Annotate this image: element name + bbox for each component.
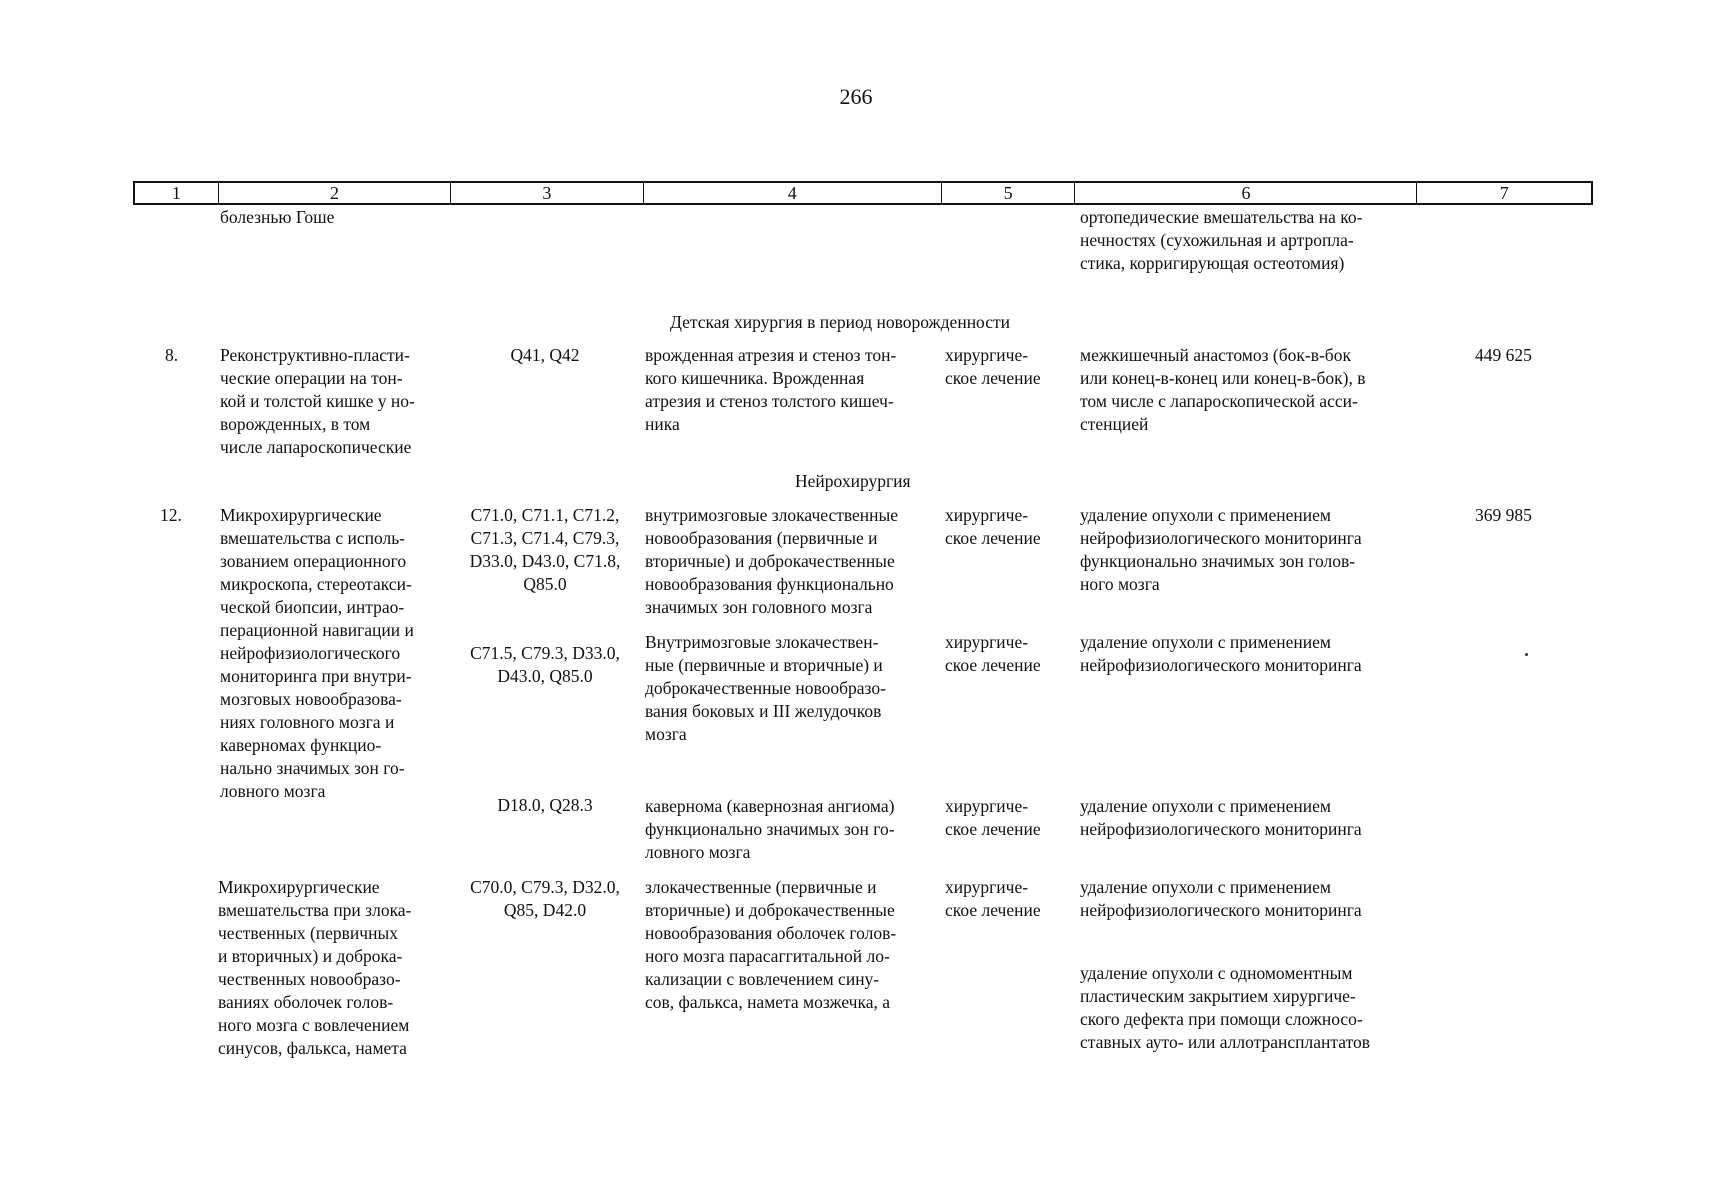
row12b-col4: Внутримозговые злокачествен- ные (первичные и вторичные) и доброкачественные новообразо- вания боковых и III желудочков мозга [645, 632, 886, 744]
row12-col2: Микрохирургические вмешательства с исполь- зованием операционного микроскопа, стереотакси- ческой биопсии, интрао- перационной навигации и нейрофизиологического мониторинга при внутри- мозговых новообразова- ниях головного мозга и каверномах функцио- нально значимых зон го- ловного мозга [220, 505, 414, 801]
row12a-col4: внутримозговые злокачественные новообразования (первичные и вторичные) и доброкачественные новообразования функционально значимых зон головного мозга [645, 505, 899, 617]
header-col-3: 3 [451, 183, 643, 203]
row12a-col6: удаление опухоли с применением нейрофизиологического мониторинга функционально значимых зон голов- ного мозга [1080, 505, 1362, 594]
meninges-col5: хирургиче- ское лечение [945, 877, 1041, 920]
meninges-col4: злокачественные (первичные и вторичные) и доброкачественные новообразования оболочек голов- ного мозга парасаггитальной ло- кализации с вовлечением сину- сов, фалькса, намета мозжечка, а [645, 877, 897, 1012]
row12c-col5: хирургиче- ское лечение [945, 796, 1041, 839]
cont-col2: болезнью Гоше [220, 207, 335, 227]
row12c-col6: удаление опухоли с применением нейрофизиологического мониторинга [1080, 796, 1362, 839]
header-col-2: 2 [219, 183, 451, 203]
section-heading-neonatal: Детская хирургия в период новорожденности [670, 312, 1011, 332]
header-col-1: 1 [135, 183, 219, 203]
row8-col5: хирургиче- ское лечение [945, 345, 1041, 388]
row12b-col3: C71.5, C79.3, D33.0, D43.0, Q85.0 [470, 643, 620, 686]
meninges-col6b: удаление опухоли с одномоментным пластическим закрытием хирургиче- ского дефекта при помощи сложносо- ставных ауто- или аллотрансплантатов [1080, 963, 1370, 1052]
row8-col7: 449 625 [1475, 345, 1532, 365]
meninges-col3: C70.0, C79.3, D32.0, Q85, D42.0 [470, 877, 620, 920]
section-heading-neurosurgery: Нейрохирургия [795, 471, 911, 491]
page-number: 266 [839, 84, 873, 109]
row12a-col3: C71.0, C71.1, C71.2, C71.3, C71.4, C79.3, D33.0, D43.0, C71.8, Q85.0 [469, 505, 621, 594]
row12-col7: 369 985 [1475, 505, 1532, 525]
meninges-col6a: удаление опухоли с применением нейрофизиологического мониторинга [1080, 877, 1362, 920]
table-header [133, 181, 1593, 205]
row8-col6: межкишечный анастомоз (бок-в-бок или конец-в-конец или конец-в-бок), в том числе с лапароскопической асси- стенцией [1080, 345, 1366, 434]
row8-col4: врожденная атрезия и стеноз тон- кого кишечника. Врожденная атрезия и стеноз толстого кишеч- ника [645, 345, 897, 434]
row12c-col4: каверномa (кавернозная ангиома) функционально значимых зон го- ловного мозга [645, 796, 895, 862]
meninges-col2: Микрохирургические вмешательства при злока- чественных (первичных и вторичных) и доброка- чественных новообразо- ваниях оболочек голов- ного мозга с вовлечением синусов, фалькса, намета [218, 877, 412, 1058]
row8-number: 8. [165, 345, 179, 365]
header-col-7: 7 [1499, 183, 1509, 203]
row12c-col3: D18.0, Q28.3 [497, 795, 593, 815]
row12a-col5: хирургиче- ское лечение [945, 505, 1041, 548]
header-col-4: 4 [644, 183, 942, 203]
row12b-col5: хирургиче- ское лечение [945, 632, 1041, 675]
row8-col2: Реконструктивно-пласти- ческие операции на тон- кой и толстой кишке у но- ворожденных, в том числе лапароскопические [220, 345, 415, 457]
header-col-6: 6 [1075, 183, 1417, 203]
row12-number: 12. [160, 505, 182, 525]
header-col-5: 5 [942, 183, 1076, 203]
row12b-col6: удаление опухоли с применением нейрофизиологического мониторинга [1080, 632, 1362, 675]
stray-dot [1525, 653, 1528, 656]
cont-col6: ортопедические вмешательства на ко- нечностях (сухожильная и артропла- стика, корригирующая остеотомия) [1080, 207, 1363, 273]
row8-col3: Q41, Q42 [510, 345, 580, 365]
